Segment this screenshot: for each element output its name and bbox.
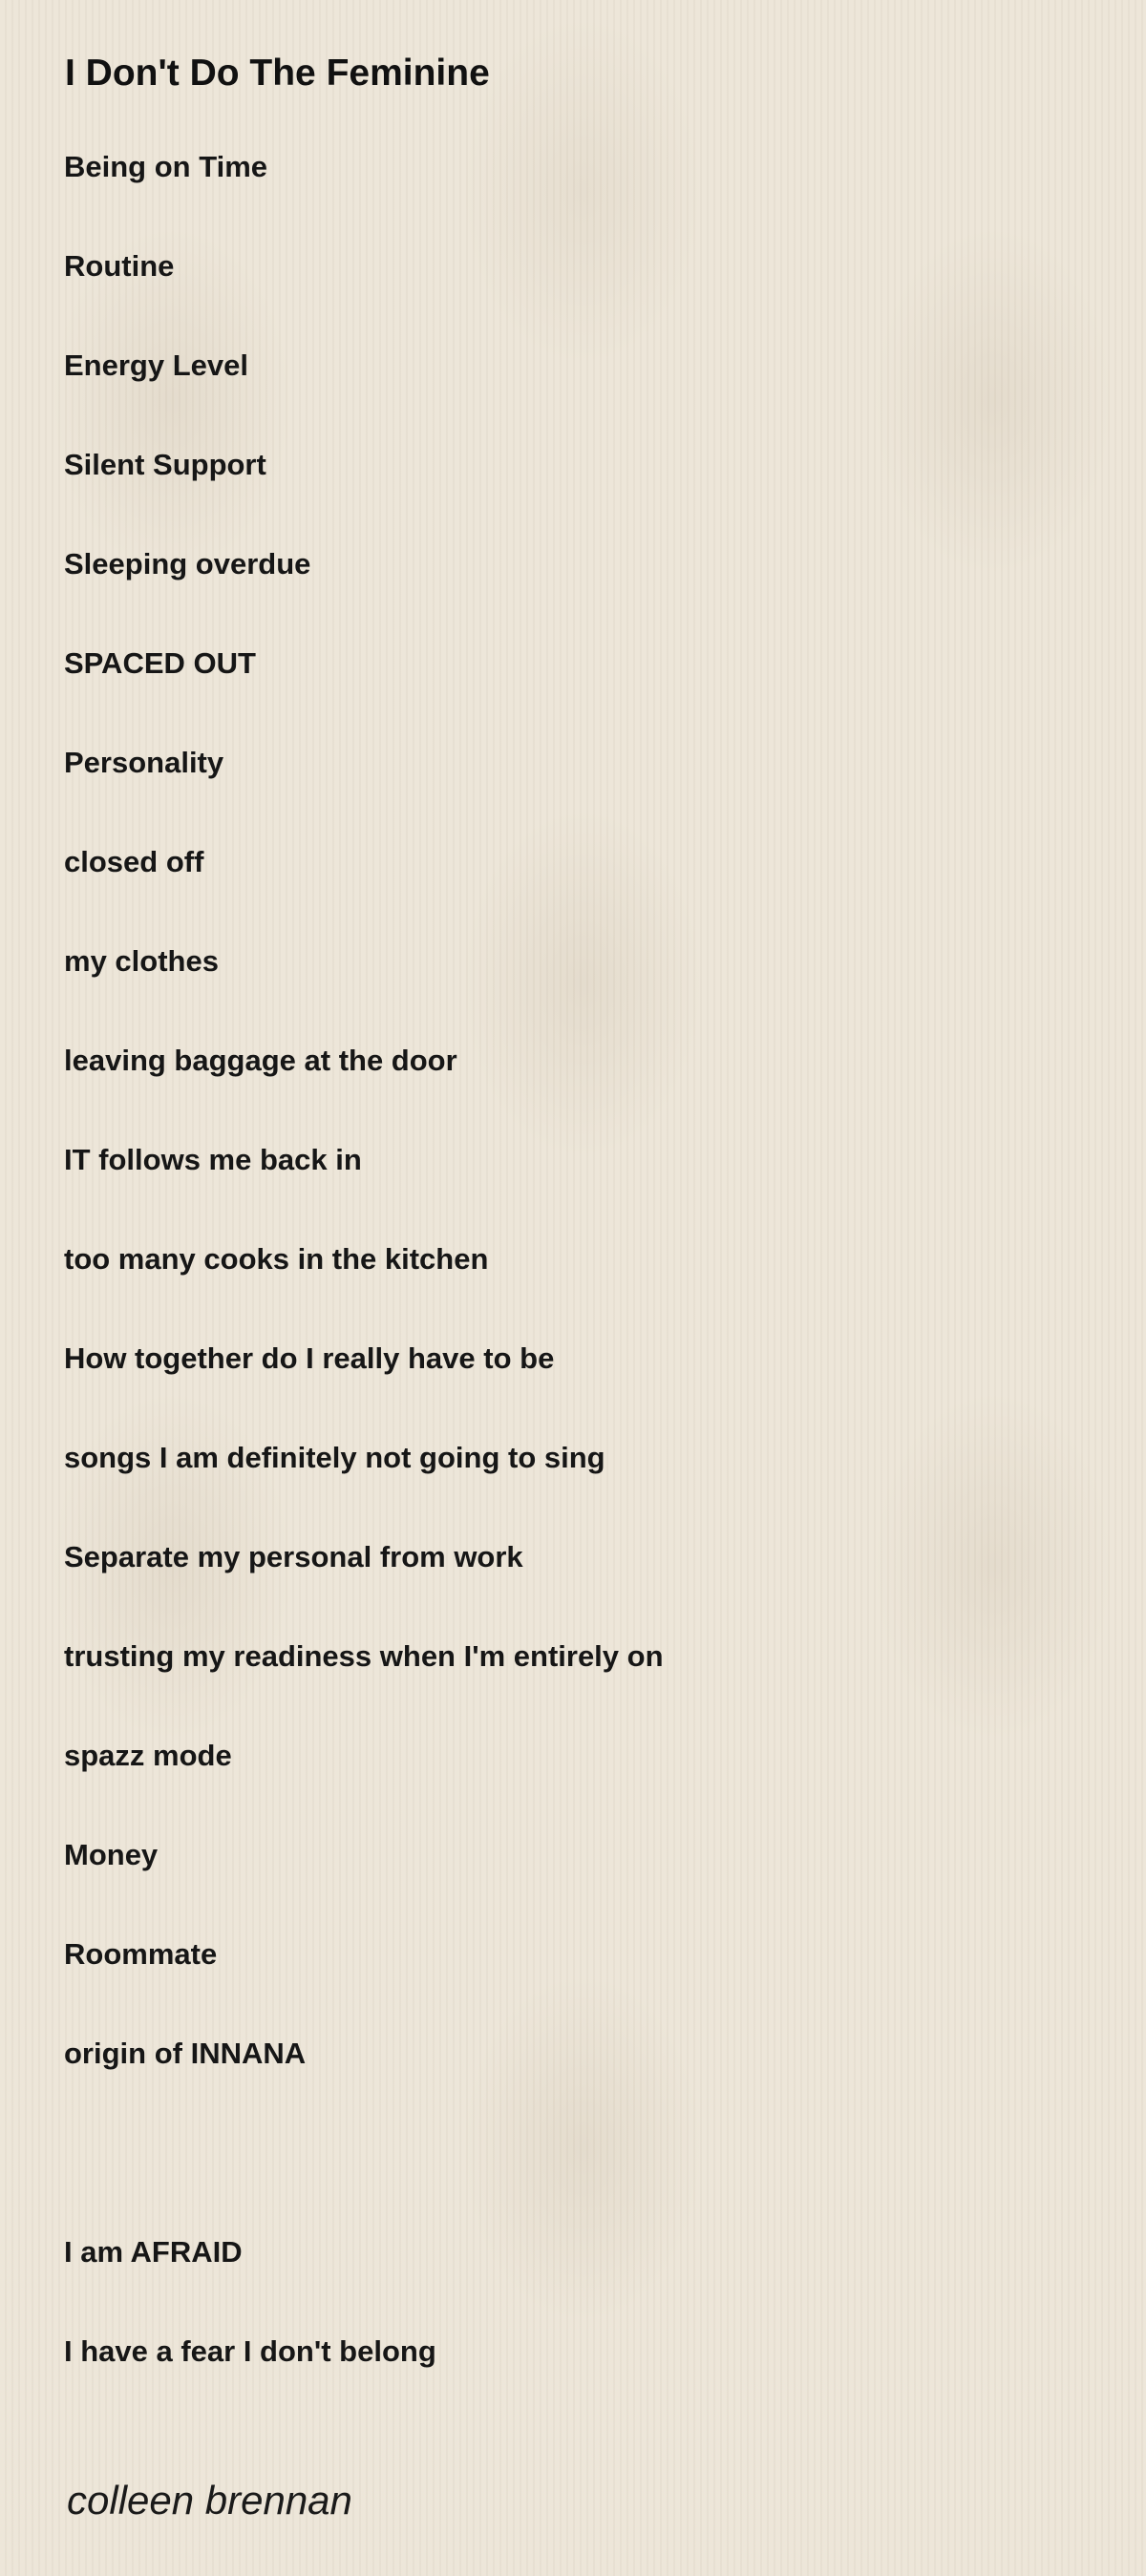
- poem-line: spazz mode: [64, 1739, 232, 1772]
- poem-line: Being on Time: [64, 150, 268, 183]
- poem-line: too many cooks in the kitchen: [64, 1242, 489, 1276]
- poem-line: leaving baggage at the door: [64, 1044, 457, 1077]
- poem-line: Money: [64, 1838, 159, 1871]
- poem-title: I Don't Do The Feminine: [65, 53, 490, 94]
- poem-line: Routine: [64, 249, 175, 283]
- poem-line: my clothes: [64, 944, 219, 978]
- poem-line: Personality: [64, 746, 224, 779]
- poem-body: [64, 143, 1019, 2427]
- poem-line: Separate my personal from work: [64, 1540, 523, 1573]
- poem-line: origin of INNANA: [64, 2037, 307, 2070]
- poem-blank-line: [64, 2129, 1019, 2228]
- poem-line: closed off: [64, 845, 204, 878]
- poem-line: Sleeping overdue: [64, 547, 311, 581]
- poem-line: Silent Support: [64, 448, 266, 481]
- poem-author: colleen brennan: [67, 2478, 352, 2523]
- poem-line: SPACED OUT: [64, 646, 256, 680]
- poem-line: Roommate: [64, 1937, 218, 1971]
- poem-line: trusting my readiness when I'm entirely on: [64, 1639, 664, 1673]
- poem-line: I have a fear I don't belong: [64, 2334, 436, 2368]
- poem-line: Energy Level: [64, 348, 248, 382]
- poem-line: How together do I really have to be: [64, 1341, 555, 1375]
- poem-line: I am AFRAID: [64, 2235, 243, 2269]
- poem-line: IT follows me back in: [64, 1143, 362, 1176]
- poem-line: songs I am definitely not going to sing: [64, 1441, 605, 1474]
